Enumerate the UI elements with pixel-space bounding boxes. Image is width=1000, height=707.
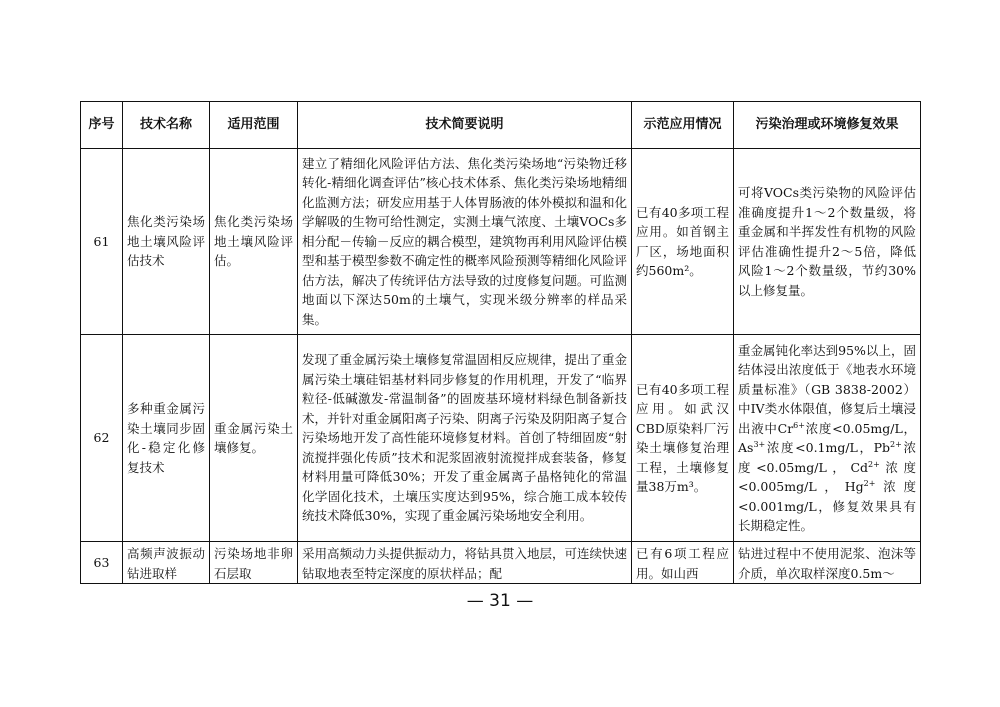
ion-symbol: Pb [873,440,891,455]
application-scope [210,542,298,584]
table-row [81,149,921,335]
application-scope: 焦化类污染场地土壤风险评估。 [210,149,298,335]
row-number: 61 [81,149,123,335]
effect-text: 浓度<0.05mg/L， [804,420,916,436]
demonstration-application: 已有40多项工程应用。如首钢主厂区，场地面积约560m²。 [632,149,734,335]
page-number: — 31 — [466,591,534,611]
demonstration-application: 已有40多项工程应用。如武汉CBD原染料厂污染土壤修复治理工程，土壤修复量38万m³。 [632,335,734,542]
technology-name [123,542,210,584]
remediation-effect [734,542,921,584]
clipped-cell: 高频声波振动钻进取样 [127,546,205,581]
ion-symbol: Hg [844,479,864,494]
table-row [81,542,921,584]
technology-table [80,101,921,584]
effect-text: 浓度<0.001mg/L，修复效果具有长期稳定性。 [738,479,916,533]
ion-charge: 2+ [890,439,902,449]
header-desc: 技术简要说明 [298,102,632,149]
row-number: 62 [81,335,123,542]
row-number: 63 [81,542,123,584]
effect-text: 浓度<0.05mg/L， [738,440,916,475]
remediation-effect [734,335,921,542]
header-name: 技术名称 [123,102,210,149]
technology-name: 多种重金属污染土壤同步固化-稳定化修复技术 [123,335,210,542]
clipped-cell: 污染场地非卵石层取 [214,546,293,581]
technology-name: 焦化类污染场地土壤风险评估技术 [123,149,210,335]
ion-charge: 3+ [753,439,766,449]
application-scope: 重金属污染土壤修复。 [210,335,298,542]
clipped-cell: 采用高频动力头提供振动力，将钻具贯入地层，可连续快速钻取地表至特定深度的原状样品；配 [302,546,627,581]
effect-text: 浓度<0.1mg/L， [765,440,874,455]
ion-charge: 2+ [868,459,880,469]
clipped-cell: 钻进过程中不使用泥浆、泡沫等介质，单次取样深度0.5m～ [738,546,916,581]
header-scope: 适用范围 [210,102,298,149]
technology-description: 发现了重金属污染土壤修复常温固相反应规律，提出了重金属污染土壤硅铝基材料同步修复的作用机理，开发了“临界粒径-低碱激发-常温制备”的固废基环境材料绿色制备新技术，并针对重金属阳离子污染、阴离子污染及阴阳离子复合污染场地开发了高性能环境修复材料。首创了特细固废“射流搅拌强化传质”技术和泥浆固液射流搅拌成套装备，修复材料用量可降低30%；开发了重金属离子晶格钝化的常温化学固化技术，土壤压实度达到95%，综合施工成本较传统技术降低30%，实现了重金属污染场地安全利用。 [298,335,632,542]
demonstration-application [632,542,734,584]
remediation-effect: 可将VOCs类污染物的风险评估准确度提升1～2个数量级，将重金属和半挥发性有机物的风险评估准确性提升2～5倍，降低风险1～2个数量级，节约30%以上修复量。 [734,149,921,335]
header-effect: 污染治理或环境修复效果 [734,102,921,149]
ion-charge: 2+ [863,478,876,488]
ion-charge: 6+ [793,420,805,430]
table-header-row [81,102,921,149]
effect-intro: 重金属钝化率达到95%以上，固结体浸出浓度低于《地表水环境质量标准》（GB 3838-2002）中IV类水体限值，修复后土壤浸出液中Cr [738,342,916,436]
technology-description: 建立了精细化风险评估方法、焦化类污染场地“污染物迁移转化-精细化调查评估”核心技术体系、焦化类污染场地精细化监测方法；研发应用基于人体胃肠液的体外模拟和温和化学解吸的生物可给性测定，实测土壤气浓度、土壤VOCs多相分配－传输－反应的耦合模型，建筑物再利用风险评估模型和基于模型参数不确定性的概率风险预测等精细化风险评估方法，解决了传统评估方法导致的过度修复问题。可监测地面以下深达50m的土壤气，实现米级分辨率的样品采集。 [298,149,632,335]
ion-symbol: As [738,440,754,455]
clipped-cell: 已有6项工程应用。如山西 [636,546,729,581]
header-no: 序号 [81,102,123,149]
ion-symbol: Cd [850,459,869,475]
technology-description [298,542,632,584]
effect-text: 浓度<0.005mg/L， [738,459,916,494]
header-demo: 示范应用情况 [632,102,734,149]
table-row [81,335,921,542]
